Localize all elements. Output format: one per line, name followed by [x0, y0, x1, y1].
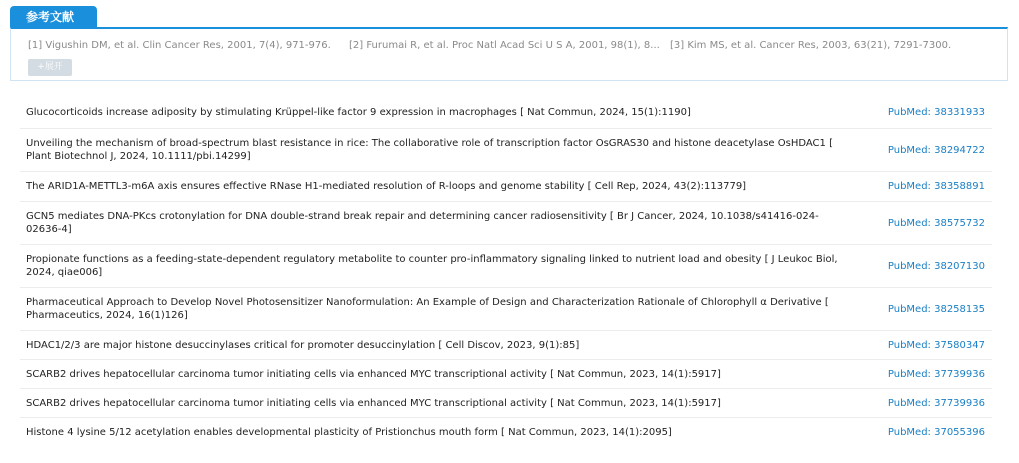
citation-list: [20, 96, 992, 447]
citation-text: Unveiling the mechanism of broad-spectrum blast resistance in rice: The collaborative role of transcription factor OsGRAS30 and histone deacetylase OsHDAC1 [ Plant Biotechnol J, 2024, 10.1111/pbi.14299]: [26, 138, 833, 162]
citation-row: [20, 129, 992, 172]
citation-row: [20, 96, 992, 129]
citation-row: [20, 389, 992, 418]
references-tab[interactable]: 参考文献: [10, 6, 97, 28]
citation-row: [20, 360, 992, 389]
pubmed-link[interactable]: PubMed: 38294722: [887, 144, 985, 156]
pubmed-link[interactable]: PubMed: 38575732: [887, 217, 985, 229]
citation-text: The ARID1A-METTL3-m6A axis ensures effective RNase H1-mediated resolution of R-loops and genome stability [ Cell Rep, 2024, 43(2):113779]: [26, 181, 747, 192]
pubmed-link[interactable]: PubMed: 37739936: [887, 397, 985, 409]
citation-text: Propionate functions as a feeding-state-dependent regulatory metabolite to counter pro-inflammatory signaling linked to nutrient load and obesity [ J Leukoc Biol, 2024, qiae006]: [26, 254, 838, 278]
citation-text: Glucocorticoids increase adiposity by stimulating Krüppel-like factor 9 expression in macrophages [ Nat Commun, 2024, 15(1):1190]: [26, 106, 691, 118]
references-panel: [10, 27, 1008, 81]
citation-row: [20, 288, 992, 331]
pubmed-link[interactable]: PubMed: 38258135: [887, 303, 985, 315]
citation-text: SCARB2 drives hepatocellular carcinoma tumor initiating cells via enhanced MYC transcriptional activity [ Nat Commun, 2023, 14(1):5917]: [26, 397, 721, 409]
citation-text: HDAC1/2/3 are major histone desuccinylases critical for promoter desuccinylation [ Cell Discov, 2023, 9(1):85]: [26, 339, 580, 351]
pubmed-link[interactable]: PubMed: 38358891: [887, 181, 985, 192]
reference-item: [3] Kim MS, et al. Cancer Res, 2003, 63(21), 7291-7300.: [670, 40, 952, 51]
citation-row: [20, 331, 992, 360]
citation-row: [20, 245, 992, 288]
citation-row: [20, 418, 992, 447]
reference-item: [1] Vigushin DM, et al. Clin Cancer Res, 2001, 7(4), 971-976.: [28, 40, 331, 51]
citation-text: Pharmaceutical Approach to Develop Novel Photosensitizer Nanoformulation: An Example of Design and Characterization Rationale of Chlorophyll α Derivative [ Pharmaceutics, 2024, 16(1)126]: [26, 297, 829, 321]
citation-row: [20, 172, 992, 202]
pubmed-link[interactable]: PubMed: 37055396: [887, 427, 985, 438]
citation-text: Histone 4 lysine 5/12 acetylation enables developmental plasticity of Pristionchus mouth form [ Nat Commun, 2023, 14(1):2095]: [26, 427, 672, 438]
pubmed-link[interactable]: PubMed: 37739936: [887, 368, 985, 380]
pubmed-link[interactable]: PubMed: 38207130: [887, 260, 985, 272]
pubmed-link[interactable]: PubMed: 38331933: [887, 106, 985, 118]
reference-item: [2] Furumai R, et al. Proc Natl Acad Sci U S A, 2001, 98(1), 8...: [349, 40, 660, 51]
reference-list: [28, 40, 997, 54]
citation-row: [20, 202, 992, 245]
expand-button[interactable]: +展开: [28, 59, 72, 76]
citation-text: SCARB2 drives hepatocellular carcinoma tumor initiating cells via enhanced MYC transcriptional activity [ Nat Commun, 2023, 14(1):5917]: [26, 368, 721, 380]
pubmed-link[interactable]: PubMed: 37580347: [887, 339, 985, 351]
citation-text: GCN5 mediates DNA-PKcs crotonylation for DNA double-strand break repair and determining cancer radiosensitivity [ Br J Cancer, 2024, 10.1038/s41416-024-02636-4]: [26, 211, 819, 235]
